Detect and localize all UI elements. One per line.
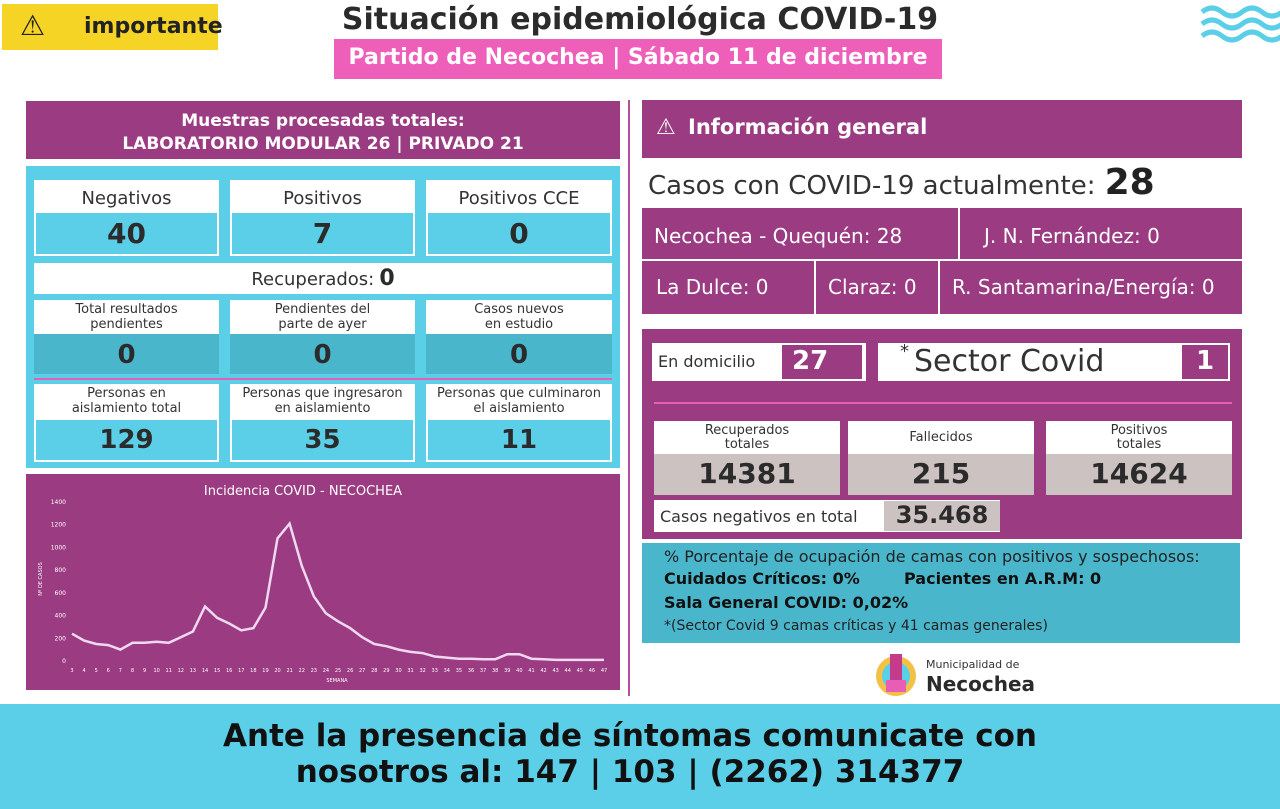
fallecidos-label: Fallecidos bbox=[909, 430, 973, 445]
chart-xtick-label: 6 bbox=[106, 668, 110, 674]
page-title: Situación epidemiológica COVID-19 bbox=[341, 2, 939, 37]
positivos-totales-label-1: Positivos bbox=[1110, 423, 1168, 438]
beds-criticos: Cuidados Críticos: 0% bbox=[664, 569, 860, 588]
positivos-cce-card bbox=[426, 180, 612, 256]
chart-xtick-label: 38 bbox=[491, 668, 499, 674]
loc-santamarina: R. Santamarina/Energía: 0 bbox=[952, 275, 1215, 299]
chart-xtick-label: 15 bbox=[213, 668, 221, 674]
chart-xtick-label: 34 bbox=[443, 668, 451, 674]
chart-xtick-label: 28 bbox=[371, 668, 378, 674]
positivos-totales-value: 14624 bbox=[1090, 457, 1188, 490]
chart-xtick-label: 8 bbox=[130, 668, 135, 674]
chart-ytick-label: 1400 bbox=[50, 499, 66, 506]
loc-fernandez: J. N. Fernández: 0 bbox=[984, 224, 1160, 248]
chart-xtick-label: 39 bbox=[504, 668, 511, 674]
recuperados-totales-value: 14381 bbox=[698, 457, 796, 490]
loc-necochea: Necochea - Quequén: 28 bbox=[654, 224, 903, 248]
chart-xtick-label: 41 bbox=[528, 668, 535, 674]
casos-nuevos-card bbox=[426, 300, 612, 372]
culminaron-label-2: el aislamiento bbox=[473, 401, 565, 416]
chart-xtick-label: 18 bbox=[250, 668, 257, 674]
positivos-value: 7 bbox=[312, 217, 333, 250]
chart-xtick-label: 11 bbox=[165, 668, 172, 674]
chart-xtick-label: 25 bbox=[334, 668, 342, 674]
chart-xtick-label: 13 bbox=[189, 668, 197, 674]
chart-xtick-label: 27 bbox=[358, 668, 366, 674]
samples-divider bbox=[34, 378, 612, 380]
ingresaron-label-1: Personas que ingresaron bbox=[242, 386, 403, 401]
sector-star: * bbox=[900, 341, 909, 362]
loc-dulce: La Dulce: 0 bbox=[656, 275, 769, 299]
casos-nuevos-value: 0 bbox=[509, 340, 529, 370]
positivos-cce-label: Positivos CCE bbox=[458, 188, 580, 209]
chart-xtick-label: 5 bbox=[94, 668, 98, 674]
casos-nuevos-label-1: Casos nuevos bbox=[474, 302, 564, 317]
chart-xtick-label: 29 bbox=[383, 668, 390, 674]
general-title: Información general bbox=[688, 115, 928, 139]
beds-line1: % Porcentaje de ocupación de camas con positivos y sospechosos: bbox=[664, 547, 1200, 566]
domicilio-box bbox=[652, 343, 866, 381]
negativos-value: 40 bbox=[107, 217, 146, 250]
totals-divider bbox=[654, 402, 1232, 404]
positivos-totales-card bbox=[1046, 421, 1232, 495]
chart-xtick-label: 24 bbox=[322, 668, 330, 674]
chart-xtick-label: 21 bbox=[286, 668, 293, 674]
beds-panel bbox=[642, 543, 1240, 643]
aislamiento-total-label-2: aislamiento total bbox=[71, 401, 182, 416]
chart-xtick-label: 10 bbox=[153, 668, 160, 674]
pendientes-ayer-label-1: Pendientes del bbox=[274, 302, 371, 317]
chart-xtick-label: 16 bbox=[225, 668, 233, 674]
loc-claraz: Claraz: 0 bbox=[828, 275, 917, 299]
chart-xtick-label: 14 bbox=[201, 668, 209, 674]
chart-ytick-label: 1200 bbox=[50, 521, 66, 529]
chart-xtick-label: 17 bbox=[238, 668, 245, 674]
chart-ylabel: Nº DE CASOS bbox=[38, 562, 44, 596]
chart-xtick-label: 31 bbox=[407, 668, 414, 674]
casos-nuevos-label-2: en estudio bbox=[484, 317, 554, 332]
sector-value: 1 bbox=[1195, 346, 1215, 376]
chart-xtick-label: 30 bbox=[395, 668, 402, 674]
casos-actuales bbox=[648, 162, 1248, 206]
culminaron-card bbox=[426, 384, 612, 462]
casos-actuales-label: Casos con COVID-19 actualmente: bbox=[648, 171, 1096, 201]
waves-logo-icon bbox=[1198, 2, 1280, 46]
positivos-card bbox=[230, 180, 415, 256]
beds-arm: Pacientes en A.R.M: 0 bbox=[904, 569, 1102, 588]
chart-xtick-label: 37 bbox=[479, 668, 487, 674]
incidence-chart bbox=[26, 474, 620, 690]
chart-xtick-label: 12 bbox=[177, 668, 185, 674]
chart-xtick-label: 22 bbox=[298, 668, 305, 674]
municipalidad-logo bbox=[870, 648, 1060, 700]
ingresaron-label-2: en aislamiento bbox=[274, 401, 371, 416]
aislamiento-total-card bbox=[34, 384, 219, 462]
culminaron-value: 11 bbox=[500, 425, 538, 455]
chart-series-line bbox=[72, 524, 604, 660]
fallecidos-card bbox=[848, 421, 1034, 495]
chart-xtick-label: 43 bbox=[552, 668, 559, 674]
chart-ytick-label: 200 bbox=[54, 635, 66, 643]
domicilio-label: En domicilio bbox=[658, 352, 756, 371]
chart-xtick-label: 47 bbox=[600, 668, 608, 674]
recuperados-totales-label-1: Recuperados bbox=[704, 423, 790, 438]
chart-xtick-label: 42 bbox=[540, 668, 547, 674]
pendientes-ayer-value: 0 bbox=[313, 340, 332, 370]
chart-xtick-label: 33 bbox=[431, 668, 438, 674]
samples-header bbox=[26, 101, 620, 159]
sector-label: Sector Covid bbox=[914, 344, 1105, 379]
pendientes-total-label-1: Total resultados bbox=[75, 302, 178, 317]
badge-label: importante bbox=[84, 14, 223, 39]
chart-xlabel: SEMANA bbox=[326, 678, 348, 684]
negativos-totales-value: 35.468 bbox=[895, 501, 989, 529]
recuperados-row bbox=[34, 263, 612, 294]
positivos-totales-label-2: totales bbox=[1116, 437, 1162, 452]
aislamiento-total-value: 129 bbox=[99, 425, 154, 455]
warning-icon: ⚠ bbox=[20, 9, 46, 42]
recuperados-value: 0 bbox=[379, 266, 395, 291]
municipal-seal-icon bbox=[872, 650, 920, 698]
chart-xtick-label: 35 bbox=[455, 668, 463, 674]
pendientes-total-value: 0 bbox=[117, 340, 136, 370]
domicilio-value: 27 bbox=[792, 346, 829, 376]
beds-general: Sala General COVID: 0,02% bbox=[664, 593, 909, 612]
negativos-totales-box bbox=[654, 500, 1000, 532]
ingresaron-card bbox=[230, 384, 415, 462]
chart-ytick-label: 400 bbox=[54, 612, 66, 620]
chart-title: Incidencia COVID - NECOCHEA bbox=[203, 484, 403, 499]
pendientes-total-label-2: pendientes bbox=[90, 317, 163, 332]
recuperados-totales-card bbox=[654, 421, 840, 495]
general-header bbox=[642, 100, 1242, 158]
negativos-totales-label: Casos negativos en total bbox=[660, 507, 858, 526]
chart-panel bbox=[26, 474, 620, 690]
beds-note: *(Sector Covid 9 camas críticas y 41 camas generales) bbox=[664, 618, 1048, 634]
logo-line1: Municipalidad de bbox=[926, 658, 1020, 671]
chart-xtick-label: 32 bbox=[419, 668, 426, 674]
warning-icon: ⚠ bbox=[656, 115, 676, 140]
recuperados-label: Recuperados: bbox=[251, 269, 375, 290]
column-divider bbox=[628, 100, 630, 696]
chart-xtick-label: 23 bbox=[310, 668, 318, 674]
pendientes-ayer-card bbox=[230, 300, 415, 372]
footer-line1: Ante la presencia de síntomas comunicate con bbox=[223, 718, 1037, 754]
footer-line2: nosotros al: 147 | 103 | (2262) 314377 bbox=[295, 754, 965, 790]
chart-xtick-label: 3 bbox=[70, 668, 74, 674]
logo-line2: Necochea bbox=[926, 672, 1036, 696]
samples-title-2: LABORATORIO MODULAR 26 | PRIVADO 21 bbox=[122, 134, 524, 154]
positivos-cce-value: 0 bbox=[509, 217, 529, 250]
chart-ytick-label: 0 bbox=[62, 658, 66, 665]
ingresaron-value: 35 bbox=[304, 425, 341, 455]
chart-xtick-label: 9 bbox=[142, 668, 147, 674]
footer-banner bbox=[0, 704, 1280, 809]
positivos-label: Positivos bbox=[283, 188, 362, 209]
pendientes-total-card bbox=[34, 300, 219, 372]
sector-covid-box bbox=[878, 343, 1230, 381]
fallecidos-value: 215 bbox=[911, 457, 971, 490]
recuperados-totales-label-2: totales bbox=[724, 437, 770, 452]
chart-xtick-label: 19 bbox=[262, 668, 269, 674]
pendientes-ayer-label-2: parte de ayer bbox=[278, 317, 367, 332]
chart-xtick-label: 40 bbox=[516, 668, 523, 674]
chart-ytick-label: 800 bbox=[54, 567, 66, 575]
negativos-card bbox=[34, 180, 219, 256]
chart-xtick-label: 44 bbox=[564, 668, 571, 674]
chart-xtick-label: 45 bbox=[576, 668, 584, 674]
casos-actuales-value: 28 bbox=[1104, 162, 1155, 203]
negativos-label: Negativos bbox=[81, 188, 172, 209]
page-subtitle: Partido de Necochea | Sábado 11 de diciembre bbox=[334, 39, 942, 79]
chart-ytick-label: 600 bbox=[54, 589, 66, 597]
chart-ytick-label: 1000 bbox=[50, 544, 66, 552]
chart-xtick-label: 46 bbox=[588, 668, 596, 674]
chart-xtick-label: 4 bbox=[82, 668, 86, 674]
chart-xtick-label: 36 bbox=[467, 668, 475, 674]
chart-xtick-label: 26 bbox=[346, 668, 354, 674]
chart-xtick-label: 7 bbox=[118, 668, 122, 674]
aislamiento-total-label-1: Personas en bbox=[87, 386, 166, 401]
chart-xtick-label: 20 bbox=[274, 668, 281, 674]
culminaron-label-1: Personas que culminaron bbox=[437, 386, 601, 401]
important-badge bbox=[2, 4, 223, 50]
samples-title-1: Muestras procesadas totales: bbox=[181, 111, 465, 131]
